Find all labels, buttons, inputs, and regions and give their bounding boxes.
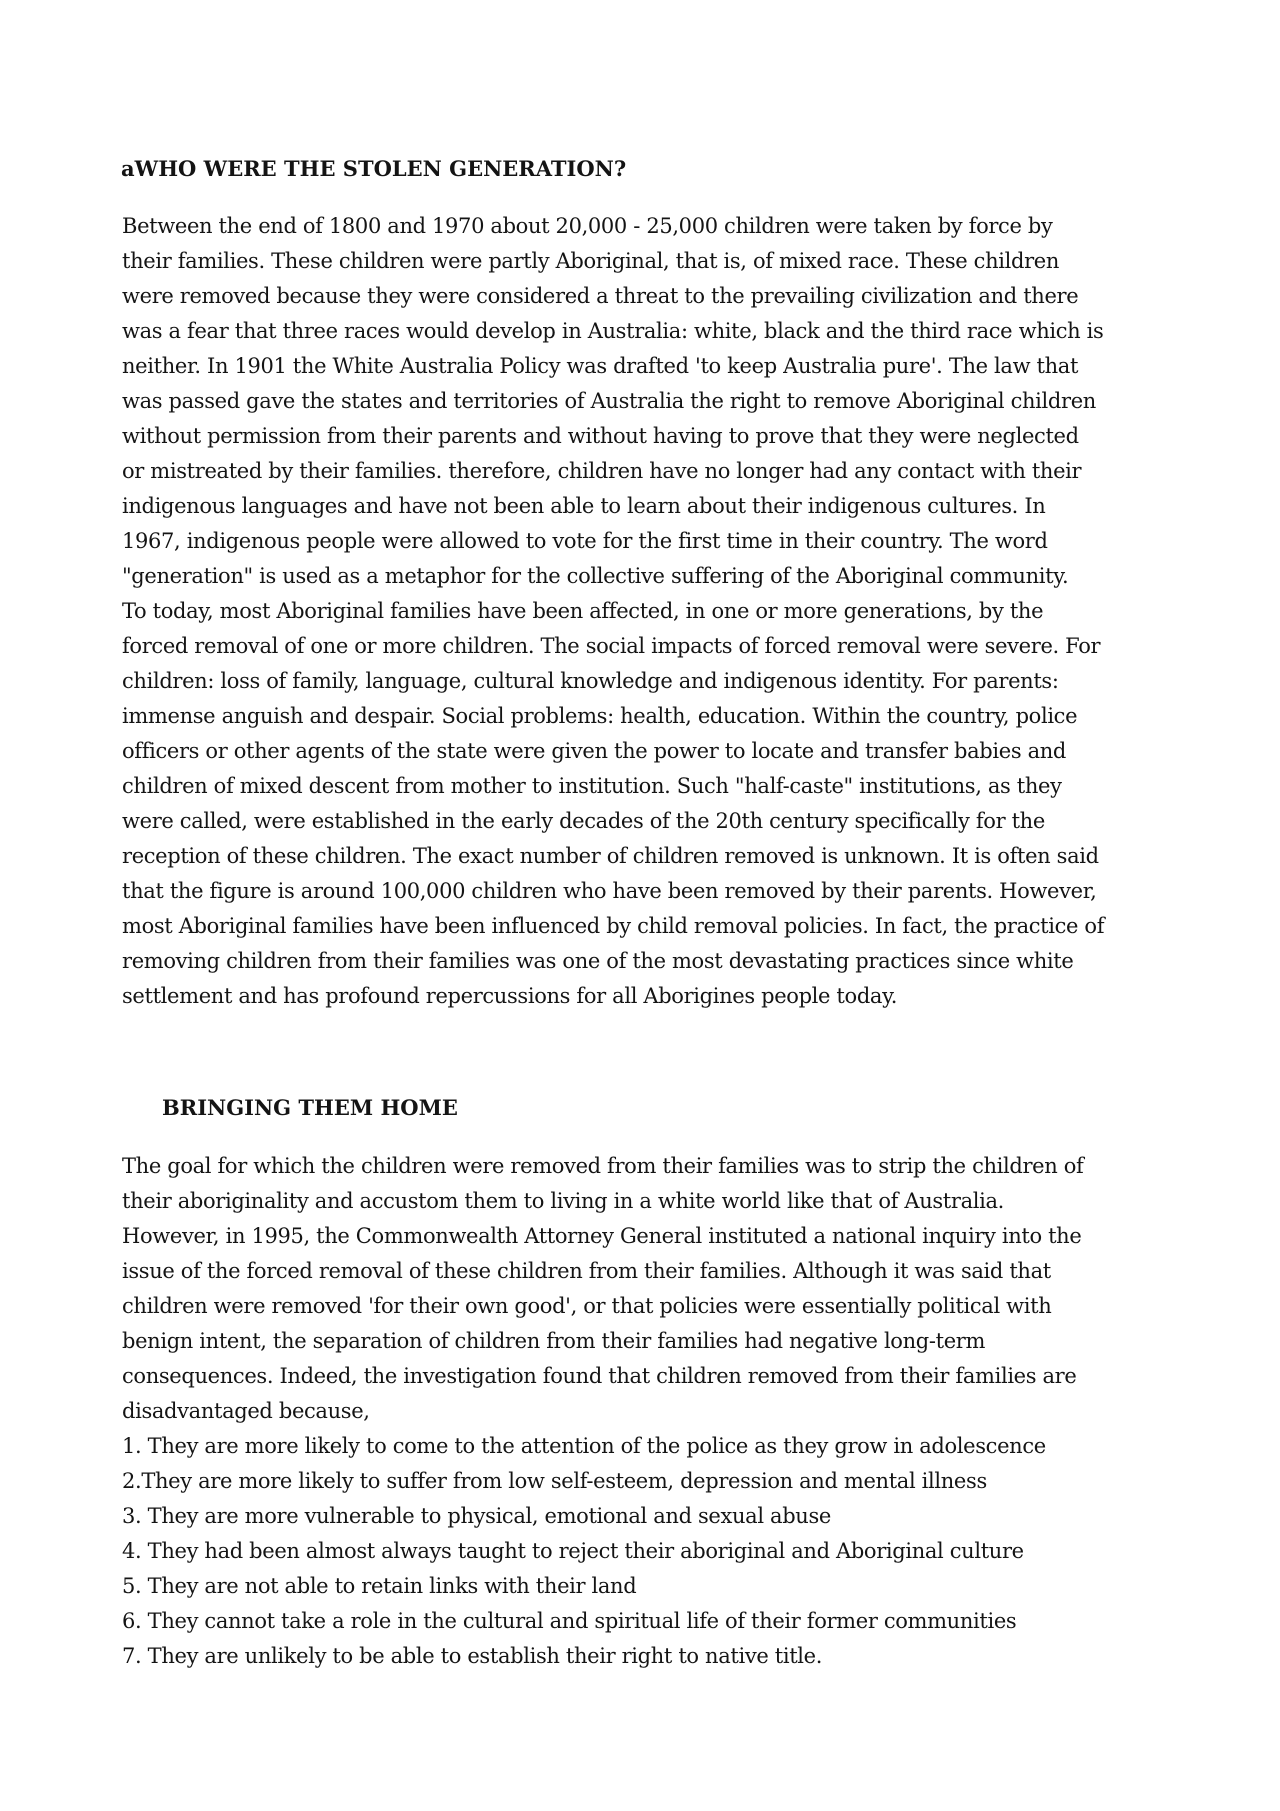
text-line: or mistreated by their families. therefore, children have no longer had any contact with their — [122, 459, 1082, 483]
text-line: their families. These children were partly Aboriginal, that is, of mixed race. These children — [122, 249, 1060, 273]
text-line: forced removal of one or more children. The social impacts of forced removal were severe. For — [122, 634, 1101, 658]
text-line: immense anguish and despair. Social problems: health, education. Within the country, police — [122, 704, 1078, 728]
list-item: 1. They are more likely to come to the attention of the police as they grow in adolescence — [122, 1434, 1046, 1458]
section-heading-bringing-them-home: BRINGING THEM HOME — [162, 1095, 458, 1120]
text-line: removing children from their families was one of the most devastating practices since white — [122, 949, 1074, 973]
section-paragraph-stolen-generation — [122, 209, 1104, 1014]
text-line: was a fear that three races would develop in Australia: white, black and the third race which is — [122, 319, 1104, 343]
text-line: Between the end of 1800 and 1970 about 20,000 - 25,000 children were taken by force by — [122, 214, 1053, 238]
text-line: consequences. Indeed, the investigation found that children removed from their families are — [122, 1364, 1077, 1388]
text-line: settlement and has profound repercussions for all Aborigines people today. — [122, 984, 898, 1008]
text-line: benign intent, the separation of children from their families had negative long-term — [122, 1329, 986, 1353]
list-item: 7. They are unlikely to be able to establish their right to native title. — [122, 1644, 823, 1668]
text-line: However, in 1995, the Commonwealth Attorney General instituted a national inquiry into the — [122, 1224, 1082, 1248]
section-heading-stolen-generation: aWHO WERE THE STOLEN GENERATION? — [121, 156, 627, 181]
section-paragraph-bringing-them-home — [122, 1149, 1083, 1429]
disadvantages-list — [122, 1429, 1046, 1674]
list-item: 5. They are not able to retain links with their land — [122, 1574, 637, 1598]
text-line: To today, most Aboriginal families have been affected, in one or more generations, by the — [122, 599, 1044, 623]
text-line: children: loss of family, language, cultural knowledge and indigenous identity. For parents: — [122, 669, 1059, 693]
text-line: were removed because they were considered a threat to the prevailing civilization and there — [122, 284, 1079, 308]
text-line: their aboriginality and accustom them to living in a white world like that of Australia. — [122, 1189, 1004, 1213]
text-line: 1967, indigenous people were allowed to vote for the first time in their country. The word — [122, 529, 1048, 553]
text-line: were called, were established in the early decades of the 20th century specifically for the — [122, 809, 1045, 833]
text-line: was passed gave the states and territories of Australia the right to remove Aboriginal children — [122, 389, 1096, 413]
text-line: officers or other agents of the state were given the power to locate and transfer babies and — [122, 739, 1067, 763]
list-item: 4. They had been almost always taught to reject their aboriginal and Aboriginal culture — [122, 1539, 1024, 1563]
text-line: issue of the forced removal of these children from their families. Although it was said that — [122, 1259, 1051, 1283]
text-line: without permission from their parents and without having to prove that they were neglected — [122, 424, 1079, 448]
text-line: "generation" is used as a metaphor for the collective suffering of the Aboriginal community. — [122, 564, 1069, 588]
text-line: neither. In 1901 the White Australia Policy was drafted 'to keep Australia pure'. The law that — [122, 354, 1079, 378]
list-item: 6. They cannot take a role in the cultural and spiritual life of their former communities — [122, 1609, 1017, 1633]
list-item: 3. They are more vulnerable to physical, emotional and sexual abuse — [122, 1504, 831, 1528]
text-line: disadvantaged because, — [122, 1399, 370, 1423]
text-line: reception of these children. The exact number of children removed is unknown. It is often said — [122, 844, 1099, 868]
text-line: that the figure is around 100,000 children who have been removed by their parents. However, — [122, 879, 1097, 903]
text-line: children of mixed descent from mother to institution. Such "half-caste" institutions, as they — [122, 774, 1062, 798]
text-line: The goal for which the children were removed from their families was to strip the children of — [122, 1154, 1084, 1178]
text-line: indigenous languages and have not been able to learn about their indigenous cultures. In — [122, 494, 1046, 518]
list-item: 2.They are more likely to suffer from low self-esteem, depression and mental illness — [122, 1469, 987, 1493]
text-line: children were removed 'for their own good', or that policies were essentially political with — [122, 1294, 1052, 1318]
text-line: most Aboriginal families have been influenced by child removal policies. In fact, the practice of — [122, 914, 1105, 938]
